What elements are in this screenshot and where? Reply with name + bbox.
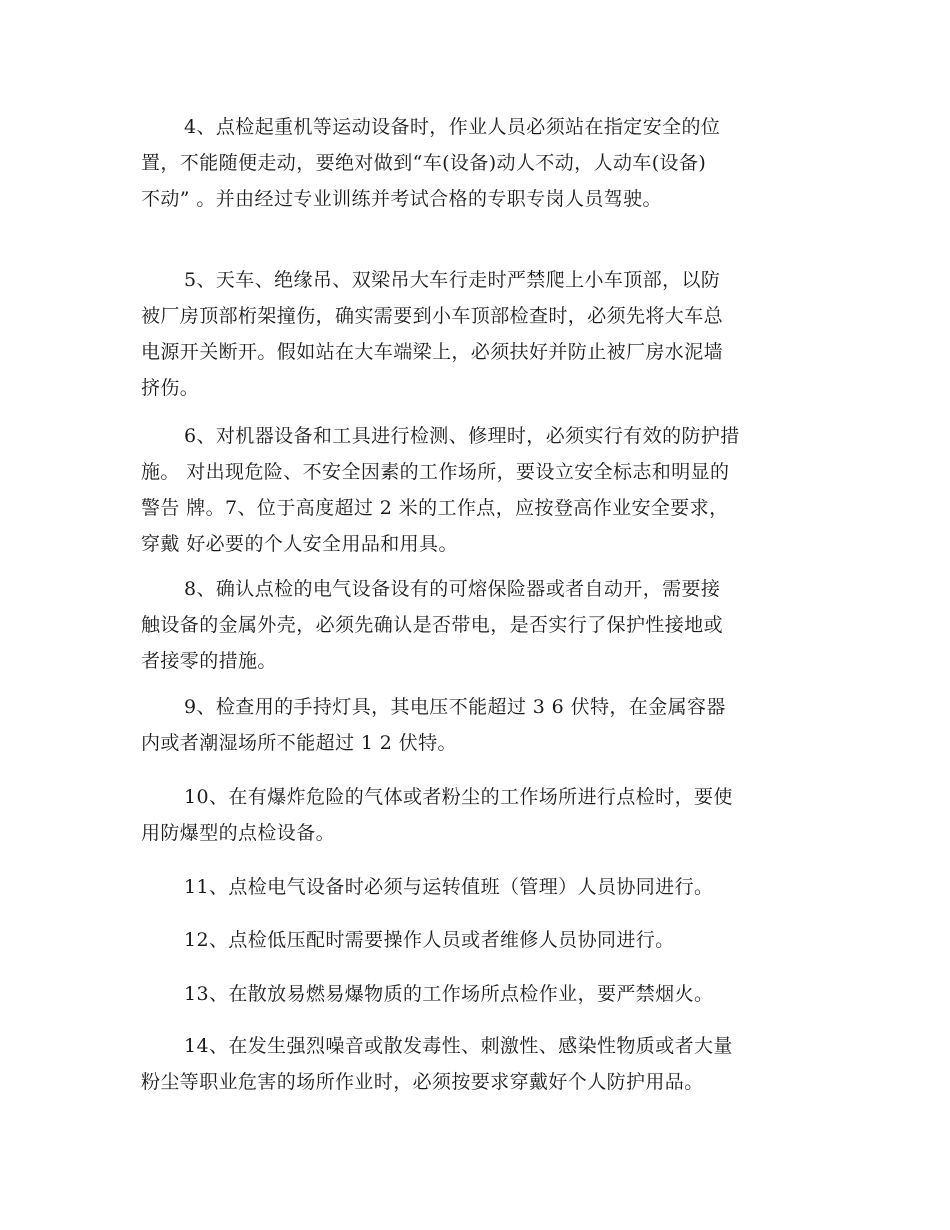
paragraph-line: 被厂房顶部桁架撞伤，确实需要到小车顶部检查时，必须先将大车总 — [141, 305, 724, 327]
paragraph-14 — [141, 1028, 821, 1100]
paragraph-line: 穿戴 好必要的个人安全用品和用具。 — [141, 533, 458, 555]
paragraph-4 — [141, 109, 821, 217]
paragraph-line: 警告 牌。7、位于高度超过 2 米的工作点，应按登高作业安全要求， — [141, 497, 729, 519]
paragraph-line: 用防爆型的点检设备。 — [141, 822, 336, 844]
paragraph-line: 13、在散放易燃易爆物质的工作场所点检作业，要严禁烟火。 — [184, 983, 714, 1005]
paragraph-6 — [141, 418, 821, 562]
paragraph-line: 触设备的金属外壳，必须先确认是否带电，是否实行了保护性接地或 — [141, 614, 724, 636]
paragraph-5 — [141, 262, 821, 406]
paragraph-line: 不动” 。并由经过专业训练并考试合格的专职专岗人员驾驶。 — [141, 188, 662, 210]
paragraph-line: 9、检查用的手持灯具，其电压不能超过 3 6 伏特，在金属容器 — [184, 696, 726, 718]
paragraph-line: 电源开关断开。假如站在大车端梁上，必须扶好并防止被厂房水泥墙 — [141, 341, 724, 363]
paragraph-12 — [141, 922, 821, 958]
paragraph-line: 11、点检电气设备时必须与运转值班（管理）人员协同进行。 — [184, 876, 714, 898]
paragraph-line: 10、在有爆炸危险的气体或者粉尘的工作场所进行点检时，要使 — [184, 786, 733, 808]
paragraph-line: 5、天车、绝缘吊、双梁吊大车行走时严禁爬上小车顶部，以防 — [184, 269, 721, 291]
paragraph-9 — [141, 689, 821, 761]
paragraph-line: 内或者潮湿场所不能超过 1 2 伏特。 — [141, 732, 457, 754]
paragraph-line: 12、点检低压配时需要操作人员或者维修人员协同进行。 — [184, 929, 675, 951]
paragraph-8 — [141, 571, 821, 679]
paragraph-line: 8、确认点检的电气设备设有的可熔保险器或者自动开，需要接 — [184, 578, 721, 600]
paragraph-13 — [141, 976, 821, 1012]
paragraph-line: 14、在发生强烈噪音或散发毒性、刺激性、感染性物质或者大量 — [184, 1035, 733, 1057]
paragraph-line: 置，不能随便走动，要绝对做到“车(设备)动人不动，人动车(设备) — [141, 152, 707, 174]
paragraph-line: 施。 对出现危险、不安全因素的工作场所，要设立安全标志和明显的 — [141, 461, 730, 483]
paragraph-line: 4、点检起重机等运动设备时，作业人员必须站在指定安全的位 — [184, 116, 721, 138]
paragraph-line: 者接零的措施。 — [141, 650, 277, 672]
paragraph-10 — [141, 779, 821, 851]
paragraph-line: 粉尘等职业危害的场所作业时，必须按要求穿戴好个人防护用品。 — [141, 1071, 704, 1093]
paragraph-11 — [141, 869, 821, 905]
paragraph-line: 6、对机器设备和工具进行检测、修理时，必须实行有效的防护措 — [184, 425, 740, 447]
paragraph-line: 挤伤。 — [141, 377, 200, 399]
